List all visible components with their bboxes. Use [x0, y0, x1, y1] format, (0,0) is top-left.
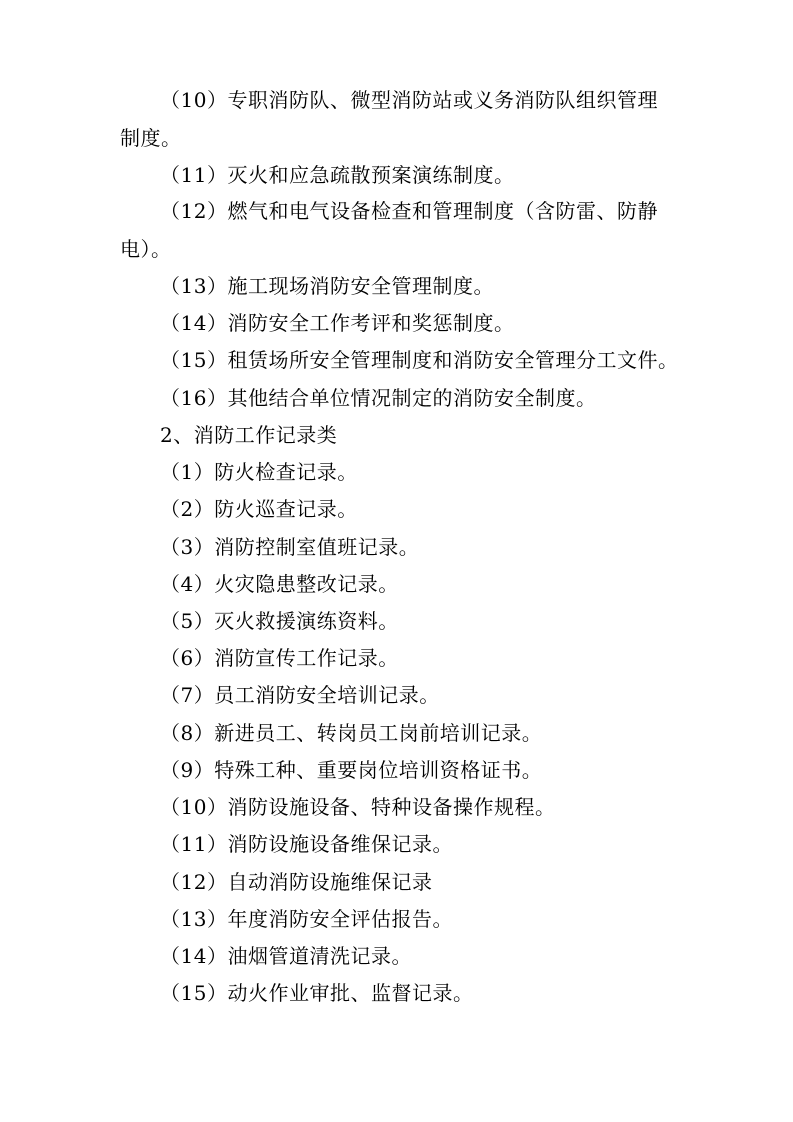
list-item: （12）燃气和电气设备检查和管理制度（含防雷、防静	[160, 199, 658, 223]
list-item: （14）消防安全工作考评和奖惩制度。	[160, 311, 515, 335]
list-item: （11）消防设施设备维保记录。	[160, 832, 453, 856]
list-item-continuation: 制度。	[120, 126, 182, 150]
list-item: （9）特殊工种、重要岗位培训资格证书。	[160, 758, 543, 782]
list-item: （1）防火检查记录。	[160, 460, 358, 484]
list-item: （11）灭火和应急疏散预案演练制度。	[160, 163, 515, 187]
list-item: （15）动火作业审批、监督记录。	[160, 981, 474, 1005]
list-item: （16）其他结合单位情况制定的消防安全制度。	[160, 386, 597, 410]
list-item: （7）员工消防安全培训记录。	[160, 683, 440, 707]
list-item: （5）灭火救援演练资料。	[160, 609, 399, 633]
list-item: （4）火灾隐患整改记录。	[160, 572, 399, 596]
list-item: （15）租赁场所安全管理制度和消防安全管理分工文件。	[160, 348, 679, 372]
list-item: （10）专职消防队、微型消防站或义务消防队组织管理	[160, 88, 658, 112]
list-item: （13）施工现场消防安全管理制度。	[160, 274, 494, 298]
section-heading: 2、消防工作记录类	[160, 423, 338, 447]
list-item-continuation: 电）。	[120, 237, 172, 261]
list-item: （2）防火巡查记录。	[160, 497, 358, 521]
list-item: （12）自动消防设施维保记录	[160, 870, 433, 894]
list-item: （14）油烟管道清洗记录。	[160, 944, 412, 968]
list-item: （10）消防设施设备、特种设备操作规程。	[160, 795, 556, 819]
list-item: （6）消防宣传工作记录。	[160, 646, 399, 670]
list-item: （3）消防控制室值班记录。	[160, 535, 420, 559]
list-item: （8）新进员工、转岗员工岗前培训记录。	[160, 721, 543, 745]
list-item: （13）年度消防安全评估报告。	[160, 907, 453, 931]
